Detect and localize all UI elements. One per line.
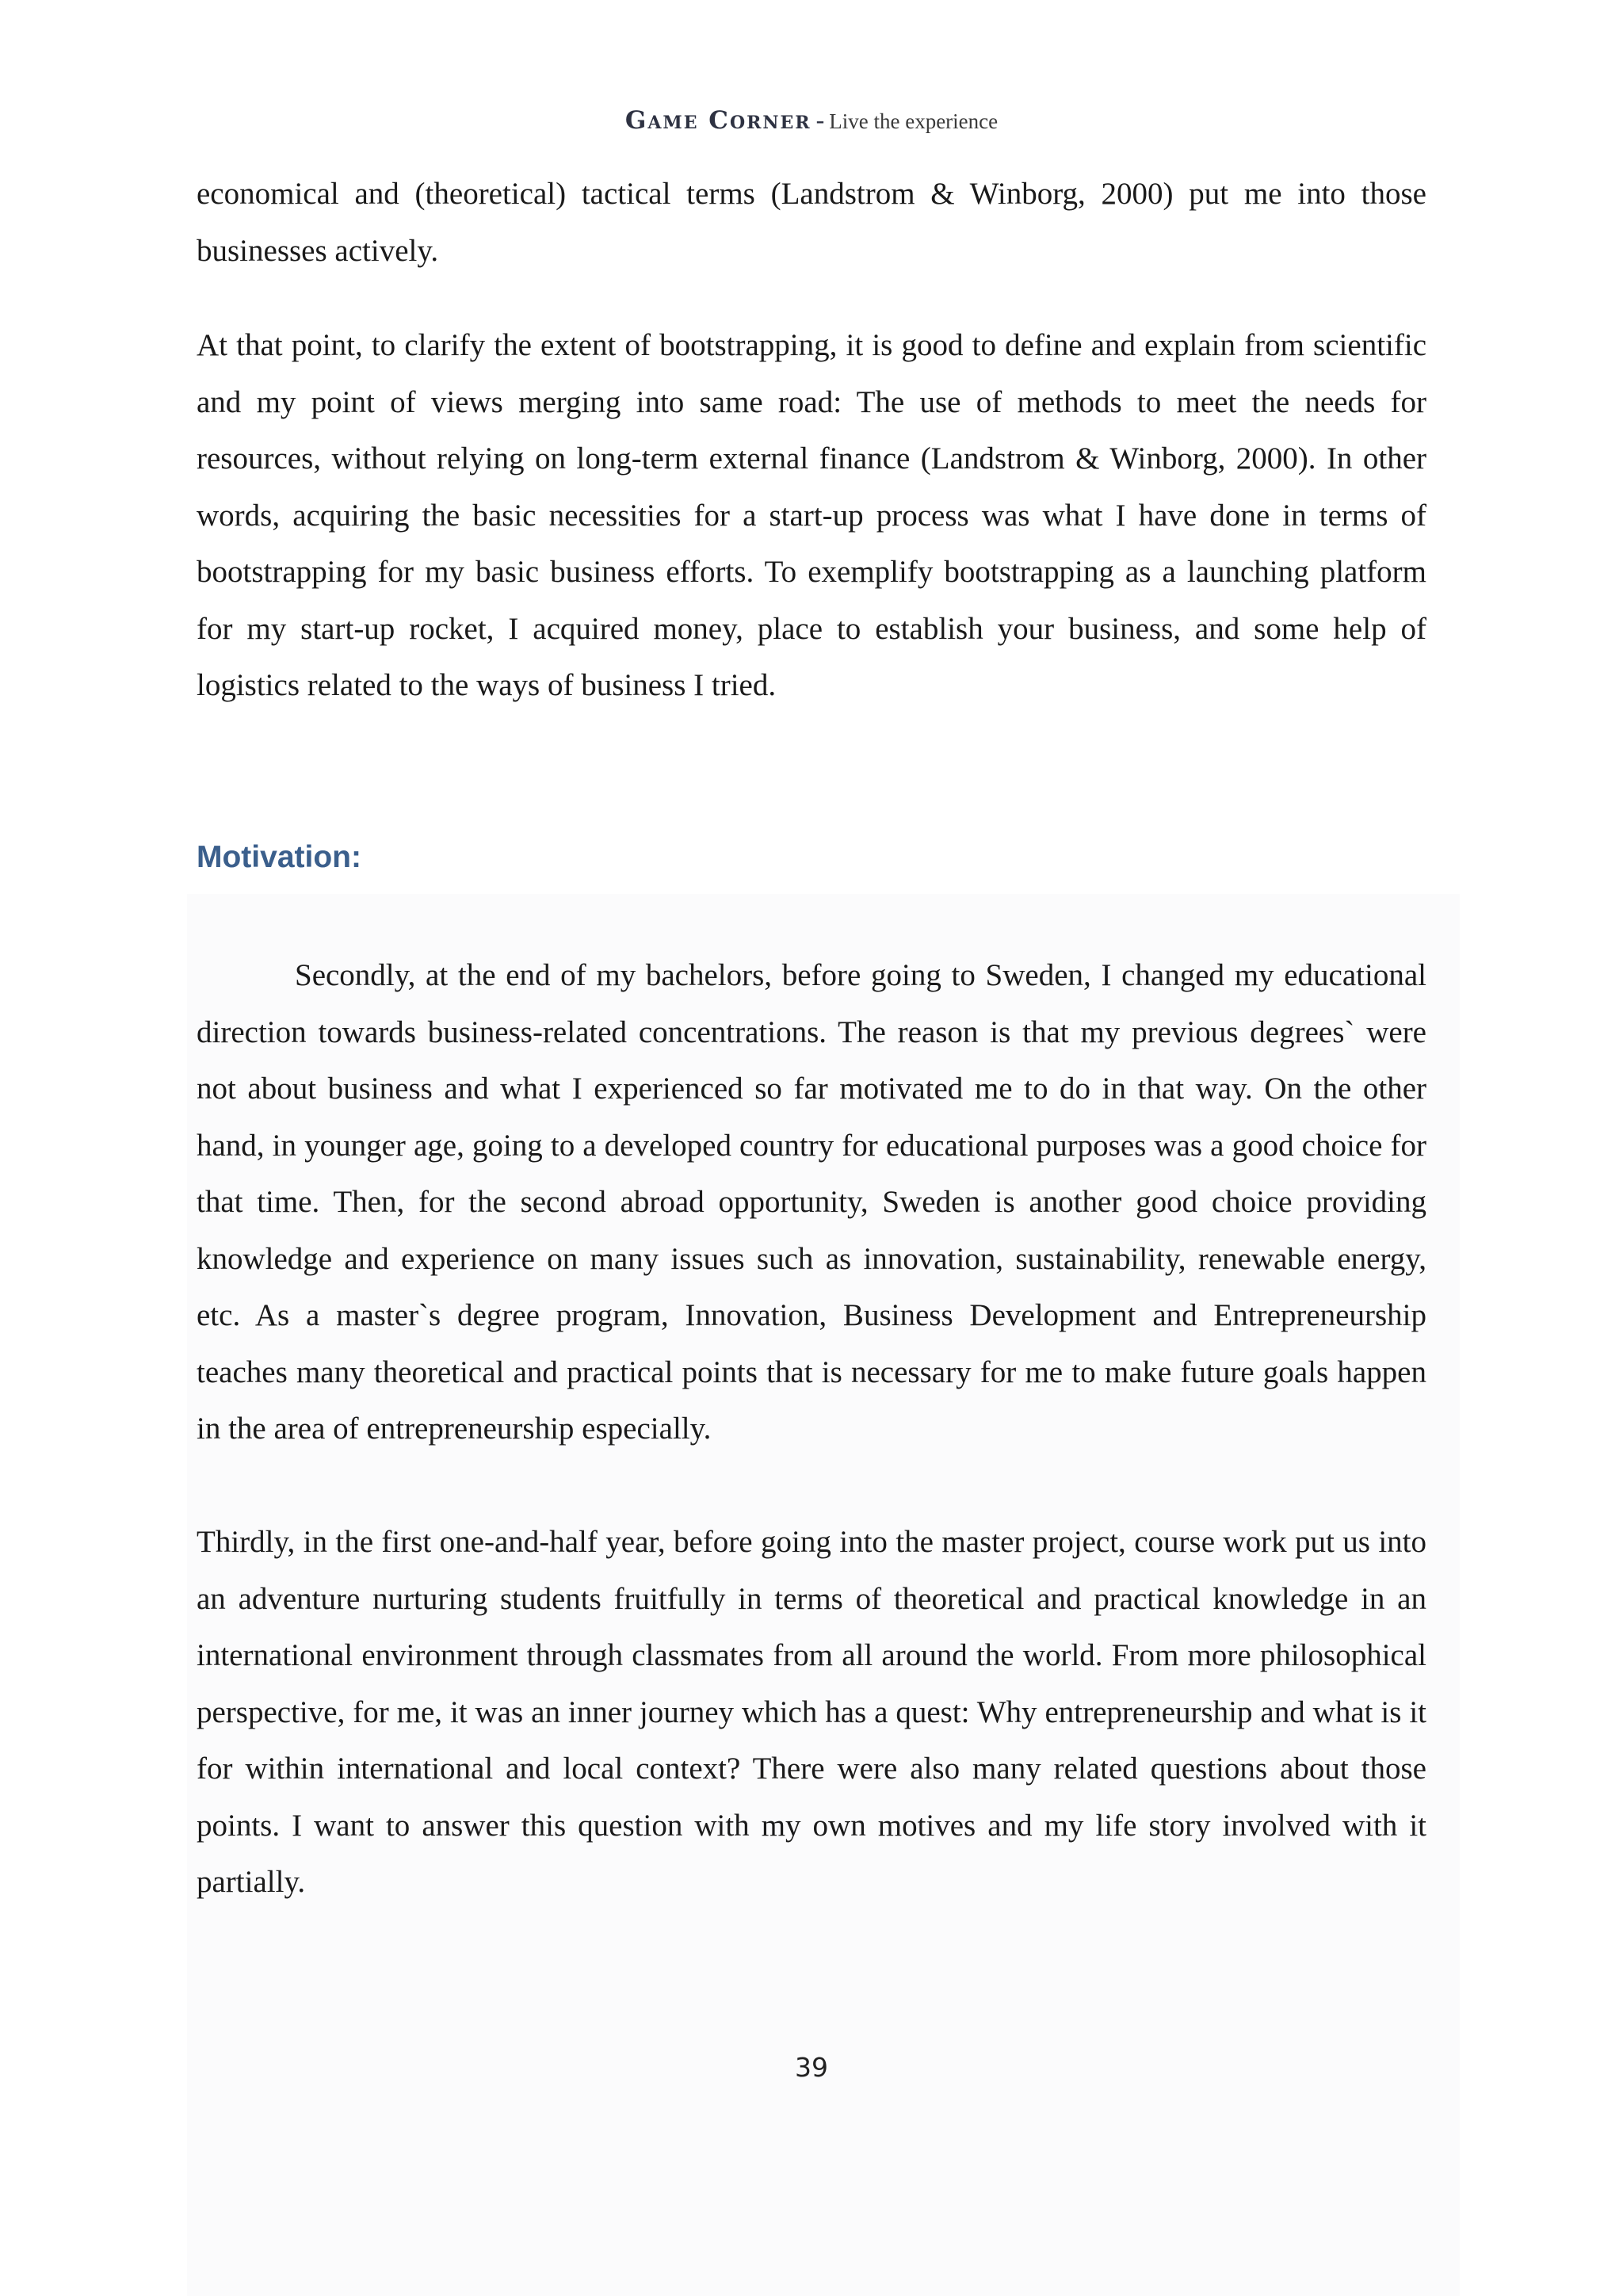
motivation-paragraph-1: Secondly, at the end of my bachelors, before going to Sweden, I changed my educational direction towards business-related concentrations. The reason is that my previous degrees` were not about business and what I experienced so far motivated me to do in that way. On the other hand, in younger age, going to a developed country for educational purposes was a good choice for that time. Then, for the second abroad opportunity, Sweden is another good choice providing knowledge and experience on many issues such as innovation, sustainability, renewable energy, etc. As a master`s degree program, Innovation, Business Development and Entrepreneurship teaches many theoretical and practical points that is necessary for me to make future goals happen in the area of entrepreneurship especially.: [197, 958, 1426, 1446]
header-tagline: Live the experience: [829, 109, 999, 133]
section-heading-motivation: Motivation:: [197, 840, 361, 874]
page-number: 39: [795, 2052, 828, 2083]
motivation-paragraph-2: Thirdly, in the first one-and-half year, before going into the master project, course work put us into an adventure nurturing students fruitfully in terms of theoretical and practical knowledge in an international environment through classmates from all around the world. From more philosophical perspective, for me, it was an inner journey which has a quest: Why entrepreneurship and what is it for within international and local context? There were also many related questions about those points. I want to answer this question with my own motives and my life story involved with it partially.: [197, 1525, 1426, 1899]
header-separator: -: [815, 105, 825, 134]
header-brand: Game Corner: [624, 106, 812, 135]
body-paragraph-2: At that point, to clarify the extent of bootstrapping, it is good to define and explain from scientific and my point of views merging into same road: The use of methods to meet the needs for resources, without relying on long-term external finance (Landstrom & Winborg, 2000). In other words, acquiring the basic necessities for a start-up process was what I have done in terms of bootstrapping for my basic business efforts. To exemplify bootstrapping as a launching platform for my start-up rocket, I acquired money, place to establish your business, and some help of logistics related to the ways of business I tried.: [197, 328, 1426, 702]
body-paragraph-1: economical and (theoretical) tactical terms (Landstrom & Winborg, 2000) put me into those businesses actively.: [197, 177, 1426, 268]
running-header: [0, 100, 1623, 145]
